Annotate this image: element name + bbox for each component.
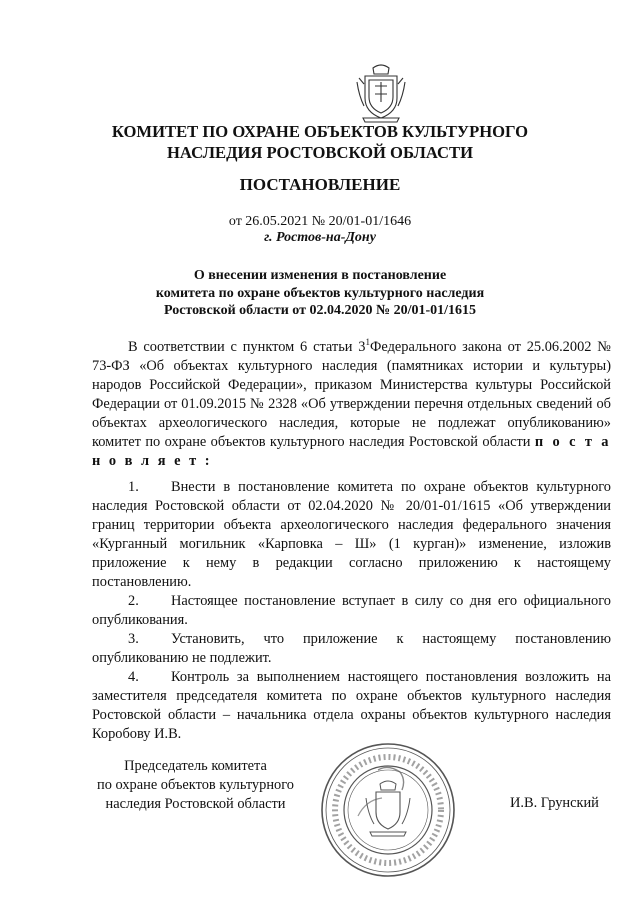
resolution-item xyxy=(92,630,611,668)
item-text: Внести в постановление комитета по охране объектов культурного наследия Ростовской области от 02.04.2020 № 20/01-01/1615 «Об утверждении границ территории объекта археологического наследия федерального значения «Курганный могильник «Карповка – Ш» (1 курган)» изменение, изложив приложение к нему в редакции согласно приложению к настоящему постановлению. xyxy=(92,479,611,590)
coat-of-arms-icon xyxy=(355,62,407,124)
resolution-item xyxy=(92,592,611,630)
resolution-item xyxy=(92,478,611,592)
subject-line1: О внесении изменения в постановление xyxy=(193,268,447,283)
organization-title xyxy=(90,121,550,163)
document-type: ПОСТАНОВЛЕНИЕ xyxy=(239,175,401,194)
subject-line3: Ростовской области от 02.04.2020 № 20/01-01/1615 xyxy=(163,303,477,318)
position-line1: Председатель комитета xyxy=(124,758,267,774)
item-number: 1. xyxy=(128,479,139,495)
preamble-paragraph xyxy=(92,333,611,471)
signatory-name: И.В. Грунский xyxy=(510,795,599,811)
subject-line2: комитета по охране объектов культурного наследия xyxy=(155,285,485,301)
preamble-part1: В соответствии с пунктом 6 статьи 3 xyxy=(128,338,366,355)
item-number: 2. xyxy=(128,593,139,609)
item-number: 3. xyxy=(128,631,139,647)
item-text: Контроль за выполнением настоящего постановления возложить на заместителя председателя комитета по охране объектов культурного наследия Ростовской области – начальника отдела охраны объектов культурного наследия Коробову И.В. xyxy=(92,669,611,742)
item-number: 4. xyxy=(128,669,139,685)
document-subject xyxy=(110,267,530,320)
official-seal-icon xyxy=(318,740,458,880)
position-line2: по охране объектов культурного xyxy=(97,777,294,793)
decree-word: п о с т а н о в л я е т : xyxy=(92,433,612,469)
resolution-items xyxy=(92,478,611,744)
document-city: г. Ростов-на-Дону xyxy=(264,230,376,245)
preamble-part2: Федерального закона от 25.06.2002 № 73-ФЗ «Об объектах культурного наследия (памятниках истории и культуры) народов Российской Федерации», приказом Министерства культуры Российской Федерации от 01.09.2015 № 2328 «Об утверждении перечня отдельных сведений об объектах археологического наследия, которые не подлежат опубликованию» комитет по охране объектов культурного наследия Ростовской области xyxy=(92,338,611,450)
position-line3: наследия Ростовской области xyxy=(105,796,286,812)
signatory-position xyxy=(88,757,303,814)
document-date-number: от 26.05.2021 № 20/01-01/1646 xyxy=(228,214,412,229)
resolution-item xyxy=(92,668,611,744)
item-text: Установить, что приложение к настоящему постановлению опубликованию не подлежит. xyxy=(92,631,611,666)
preamble-superscript: 1 xyxy=(365,337,370,347)
organization-title-line2: НАСЛЕДИЯ РОСТОВСКОЙ ОБЛАСТИ xyxy=(167,143,473,162)
item-text: Настоящее постановление вступает в силу со дня его официального опубликования. xyxy=(92,593,611,628)
organization-title-line1: КОМИТЕТ ПО ОХРАНЕ ОБЪЕКТОВ КУЛЬТУРНОГО xyxy=(111,122,529,141)
